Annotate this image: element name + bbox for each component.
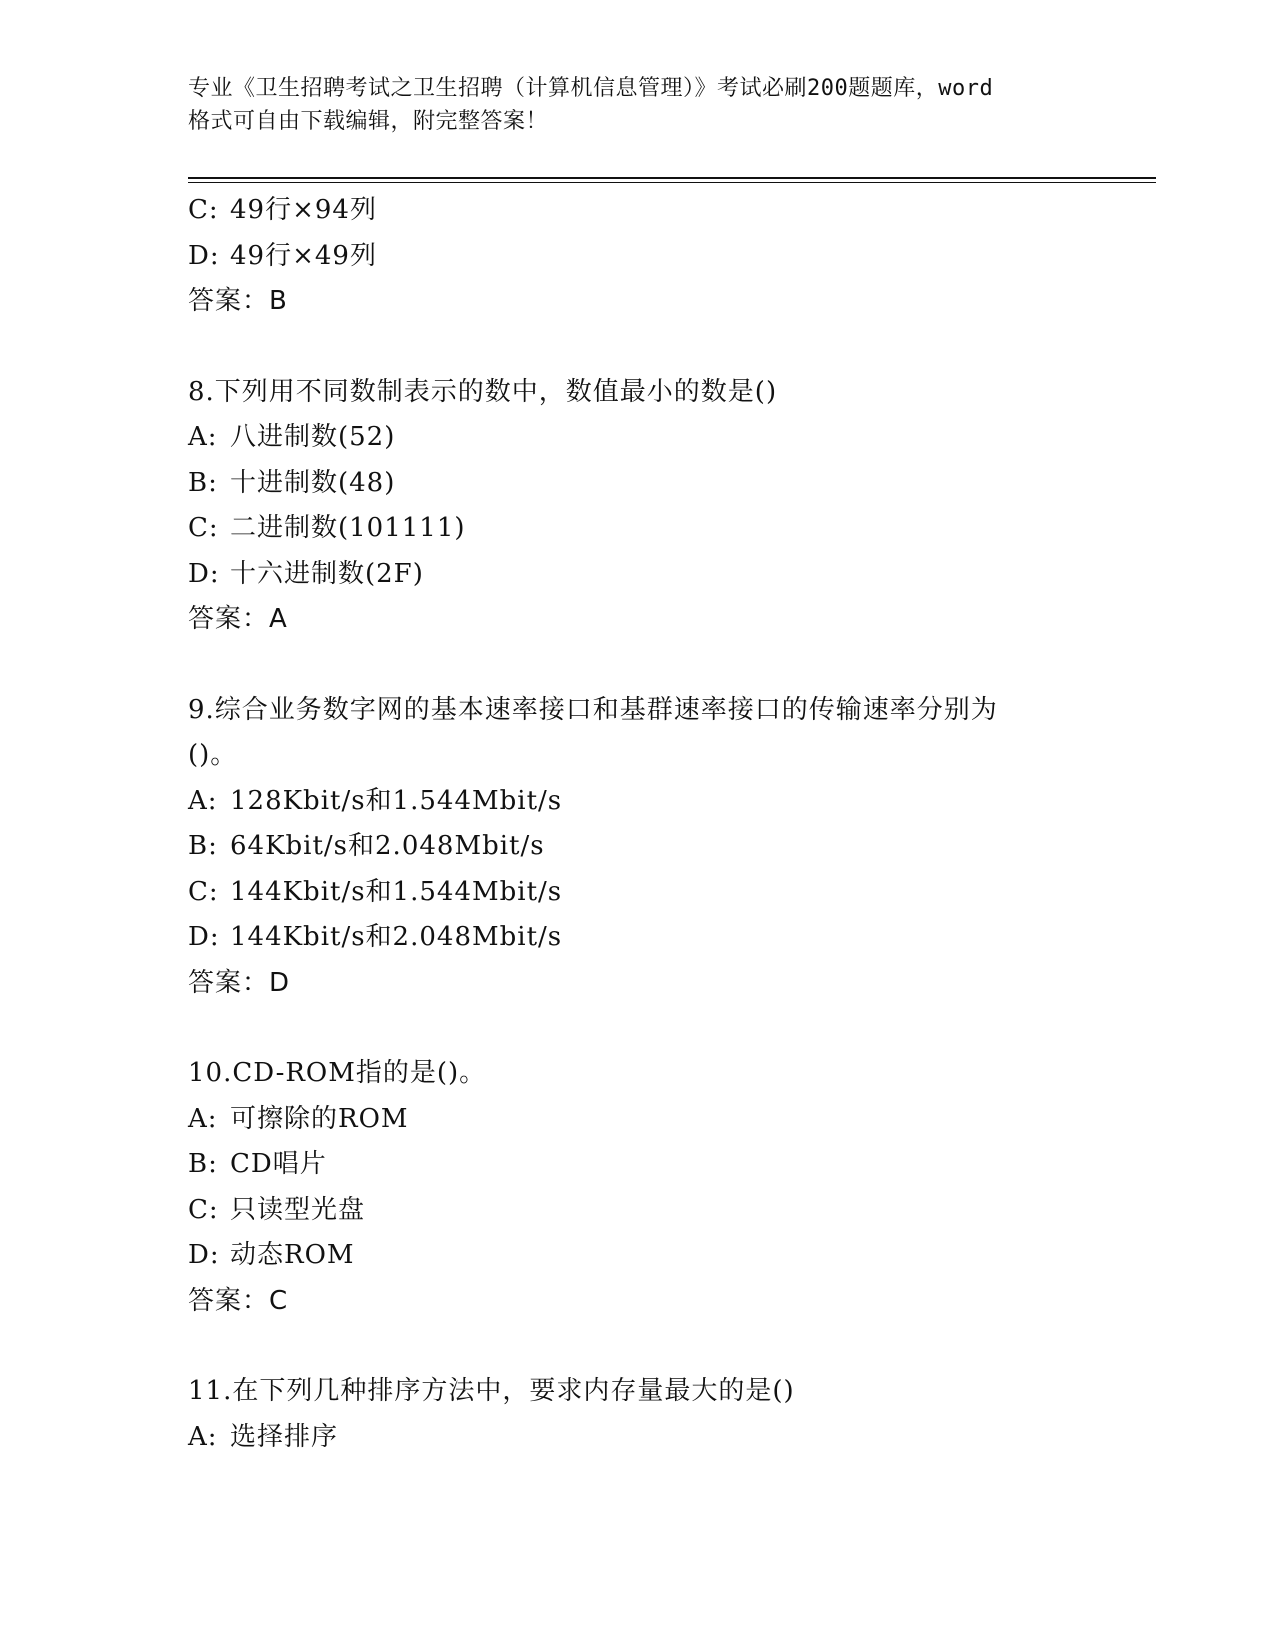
- option-key: B:: [188, 467, 218, 498]
- option-a: [188, 1097, 1148, 1143]
- option-a: [188, 1415, 1148, 1461]
- option-d: [188, 915, 1148, 961]
- header-line-2: 格式可自由下载编辑，附完整答案！: [188, 109, 549, 134]
- answer: 答案：C: [188, 1285, 289, 1316]
- option-c: [188, 1188, 1148, 1234]
- question-10-stem: 10.CD-ROM指的是()。: [188, 1058, 487, 1088]
- spacer: [188, 1324, 1148, 1369]
- option-text: 49行×94列: [230, 195, 377, 225]
- option-a: [188, 779, 1148, 825]
- question-11-stem: 11.在下列几种排序方法中，要求内存量最大的是(): [188, 1376, 795, 1406]
- option-text: 动态ROM: [230, 1240, 355, 1270]
- question-list: [188, 188, 1148, 1460]
- option-text: 144Kbit/s和2.048Mbit/s: [230, 922, 563, 952]
- answer: 答案：A: [188, 604, 288, 634]
- spacer: [188, 325, 1148, 370]
- question-9-stem: 9.综合业务数字网的基本速率接口和基群速率接口的传输速率分别为: [188, 694, 998, 725]
- option-b: [188, 824, 1148, 870]
- header-rule-thin: [188, 182, 1156, 183]
- option-key: D:: [188, 558, 220, 589]
- spacer: [188, 643, 1148, 688]
- option-text: 只读型光盘: [230, 1194, 366, 1225]
- option-b: [188, 1142, 1148, 1188]
- option-text: 八进制数(52): [230, 422, 396, 452]
- option-key: A:: [188, 1421, 218, 1452]
- option-c: [188, 506, 1148, 552]
- option-text: 可擦除的ROM: [230, 1103, 409, 1134]
- option-text: 十六进制数(2F): [230, 558, 424, 589]
- option-text: 144Kbit/s和1.544Mbit/s: [230, 876, 563, 907]
- header-rule-thick: [188, 177, 1156, 179]
- option-text: 128Kbit/s和1.544Mbit/s: [230, 785, 563, 816]
- option-key: A:: [188, 1103, 218, 1134]
- option-key: C:: [188, 876, 219, 907]
- option-key: A:: [188, 422, 218, 452]
- option-key: D:: [188, 922, 220, 952]
- document-header: [188, 72, 1088, 138]
- option-c: [188, 188, 1148, 234]
- option-key: C:: [188, 195, 219, 225]
- option-key: C:: [188, 513, 219, 543]
- question-9-stem-cont: ()。: [188, 740, 238, 770]
- answer: 答案：D: [188, 967, 291, 998]
- question-8-stem: 8.下列用不同数制表示的数中，数值最小的数是(): [188, 376, 778, 407]
- option-key: C:: [188, 1194, 219, 1225]
- option-text: 十进制数(48): [230, 467, 396, 498]
- option-b: [188, 461, 1148, 507]
- option-text: 64Kbit/s和2.048Mbit/s: [230, 831, 545, 861]
- option-d: [188, 552, 1148, 598]
- option-key: B:: [188, 831, 218, 861]
- option-key: B:: [188, 1149, 218, 1179]
- option-text: CD唱片: [230, 1149, 327, 1179]
- option-d: [188, 1233, 1148, 1279]
- option-key: D:: [188, 1240, 220, 1270]
- option-text: 49行×49列: [230, 240, 377, 271]
- option-text: 二进制数(101111): [230, 513, 466, 543]
- option-key: D:: [188, 240, 220, 271]
- option-key: A:: [188, 785, 218, 816]
- spacer: [188, 1006, 1148, 1051]
- option-d: [188, 234, 1148, 280]
- option-a: [188, 415, 1148, 461]
- header-line-1: 专业《卫生招聘考试之卫生招聘（计算机信息管理）》考试必刷200题题库，word: [188, 76, 994, 101]
- option-c: [188, 870, 1148, 916]
- answer: 答案：B: [188, 286, 288, 316]
- option-text: 选择排序: [230, 1421, 339, 1452]
